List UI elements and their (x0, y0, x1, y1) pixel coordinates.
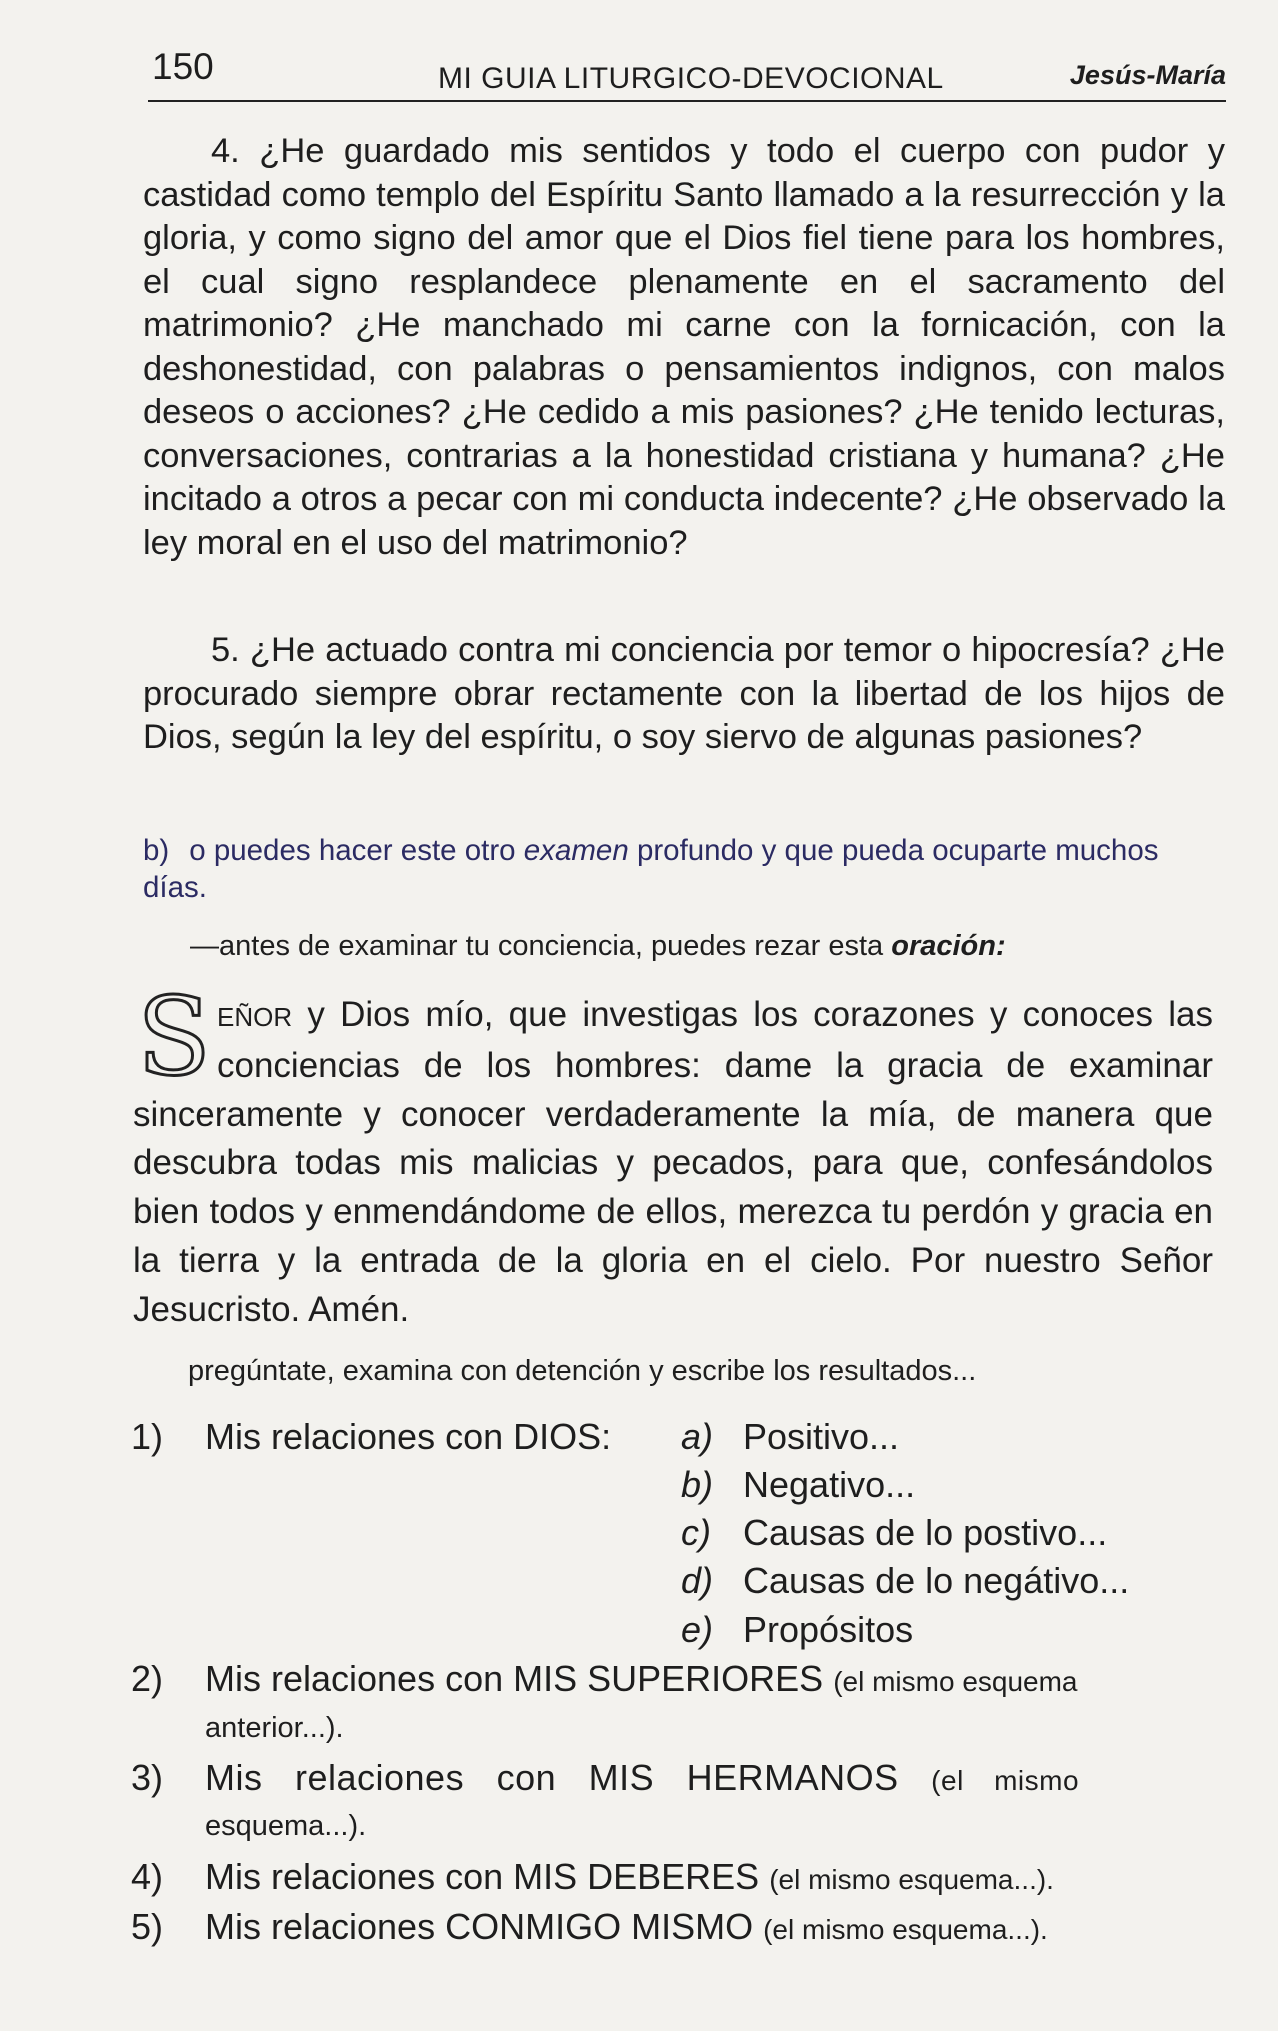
list-item-number: 4) (131, 1856, 164, 1897)
sub-item-text: Negativo... (743, 1464, 916, 1505)
prayer-intro (190, 928, 1230, 964)
sub-item (681, 1412, 899, 1462)
running-title: MI GUIA LITURGICO-DEVOCIONAL (438, 62, 944, 95)
prayer-smallcaps: EÑOR (217, 1002, 293, 1032)
page-header (148, 40, 1226, 102)
prayer-paragraph (133, 975, 1213, 1335)
sub-item-letter: c) (681, 1512, 711, 1553)
sub-item-text: Propósitos (743, 1609, 914, 1650)
list-item-number: 5) (131, 1906, 164, 1947)
list-item-text: Mis relaciones con MIS SUPERIORES (205, 1658, 824, 1699)
prayer-text: y Dios mío, que investigas los corazones y conoces las conciencias de los hombres: dame la gracia de examinar sinceramente y conocer verdaderamente la mía, de manera que descubra todas mis malicias y pecados, para que, confesándolos bien todos y enmendándome de ellos, merezca tu perdón y gracia en la tierra y la entrada de la gloria en el cielo. Por nuestro Señor Jesucristo. Amén. (133, 995, 1213, 1329)
list-item-note: (el mismo esquema (833, 1666, 1078, 1697)
list-item-line (205, 1753, 1079, 1806)
list-item-text: Mis relaciones con MIS HERMANOS (205, 1757, 899, 1798)
prayer-intro-text: —antes de examinar tu conciencia, puedes rezar esta (190, 930, 892, 962)
sub-item-text: Causas de lo negátivo... (743, 1560, 1130, 1601)
option-b-italic: examen (523, 834, 629, 867)
running-section: Jesús-María (1069, 60, 1226, 90)
sub-item-letter: e) (681, 1609, 714, 1650)
prayer-intro-emphasis: oración: (891, 930, 1006, 962)
paragraph-5: 5. ¿He actuado contra mi conciencia por temor o hipocresía? ¿He procurado siempre obrar rectamente con la libertad de los hijos de Dios, según la ley del espíritu, o soy siervo de algunas pasiones? (143, 631, 1225, 756)
sub-item (681, 1508, 1107, 1558)
list-item-number: 1) (131, 1416, 164, 1457)
list-item-line (205, 1852, 1054, 1905)
option-b-text-before: o puedes hacer este otro (189, 834, 524, 867)
sub-item-text: Positivo... (743, 1416, 900, 1457)
sub-item-letter: d) (681, 1560, 714, 1601)
list-item-note: (el mismo esquema...). (763, 1914, 1048, 1945)
list-item-number: 3) (131, 1757, 164, 1798)
list-item-line (205, 1902, 1048, 1955)
list-item-continuation: esquema...). (205, 1810, 367, 1842)
list-item-number: 2) (131, 1658, 164, 1699)
list-item-line (205, 1654, 1078, 1707)
instruction-line: pregúntate, examina con detención y escribe los resultados... (188, 1355, 977, 1387)
option-b-text-after: profundo y que pueda ocuparte muchos días. (143, 834, 1159, 904)
sub-item-letter: a) (681, 1416, 714, 1457)
sub-item (681, 1556, 1129, 1606)
list-item-continuation: anterior...). (205, 1712, 344, 1744)
sub-item-text: Causas de lo postivo... (743, 1512, 1108, 1553)
paragraph-4: 4. ¿He guardado mis sentidos y todo el cuerpo con pudor y castidad como templo del Espíritu Santo llamado a la resurrección y la gloria, y como signo del amor que el Dios fiel tiene para los hombres, el cual signo resplandece plenamente en el sacramento del matrimonio? ¿He manchado mi carne con la fornicación, con la deshonestidad, con palabras o pensamientos indignos, con malos deseos o acciones? ¿He cedido a mis pasiones? ¿He tenido lecturas, conversaciones, contrarias a la honestidad cristiana y humana? ¿He incitado a otros a pecar con mi conducta indecente? ¿He observado la ley moral en el uso del matrimonio? (143, 132, 1225, 562)
list-item-text: Mis relaciones con MIS DEBERES (205, 1856, 760, 1897)
prayer-dropcap: S (137, 975, 211, 1100)
page-number: 150 (152, 46, 214, 87)
sub-item-letter: b) (681, 1464, 714, 1505)
sub-item (681, 1460, 915, 1510)
sub-item (681, 1605, 913, 1655)
option-b (143, 832, 1225, 906)
option-b-mark: b) (143, 834, 170, 867)
list-item-text: Mis relaciones CONMIGO MISMO (205, 1906, 754, 1947)
list-item-note: (el mismo esquema...). (769, 1864, 1054, 1895)
list-item-note: (el mismo (931, 1765, 1080, 1796)
list-item-text: Mis relaciones con DIOS: (205, 1416, 612, 1457)
